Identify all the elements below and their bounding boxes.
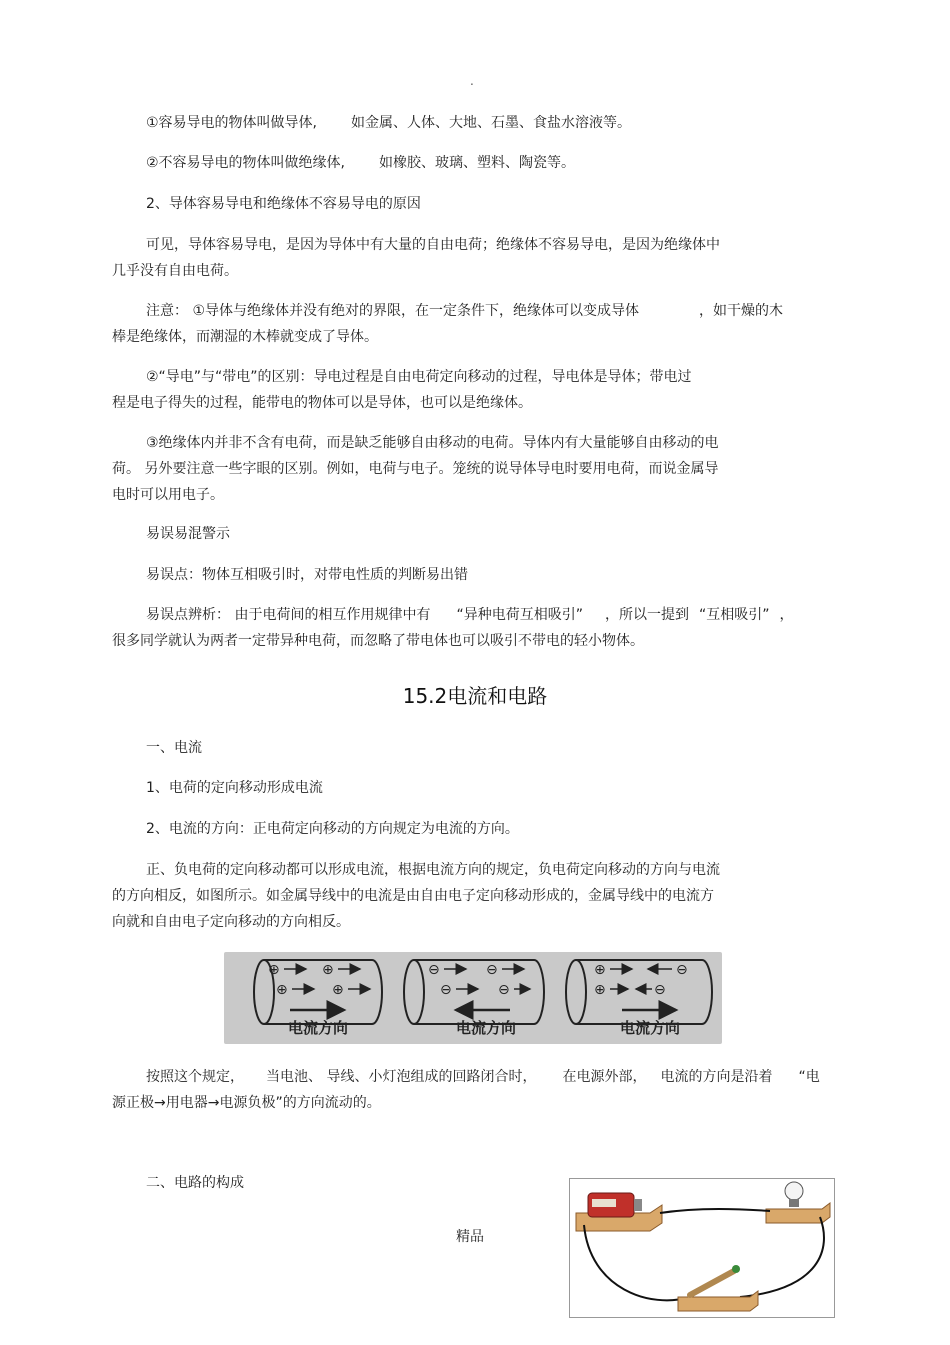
light-bulb-icon [785, 1182, 803, 1207]
paragraph-difference-line2: 程是电子得失的过程，能带电的物体可以是导体，也可以是绝缘体。 [112, 395, 532, 411]
note-text-a: 注意： ①导体与绝缘体并没有绝对的界限，在一定条件下，绝缘体可以变成导体 [146, 303, 639, 319]
tube-positive [254, 960, 382, 1037]
paragraph-note-line2: 棒是绝缘体，而潮湿的木棒就变成了导体。 [112, 329, 378, 345]
paragraph-note-line1 [146, 298, 783, 324]
circuit-illustration [569, 1178, 835, 1318]
paragraph-insulator [146, 150, 575, 176]
insulator-examples: 如橡胶、玻璃、塑料、陶瓷等。 [379, 155, 576, 171]
conductor-examples: 如金属、人体、大地、石墨、食盐水溶液等。 [351, 115, 632, 131]
section-current-heading: 一、电流 [146, 740, 202, 756]
analysis-text-e: ， [779, 607, 794, 623]
paragraph-analysis-line2: 很多同学就认为两者一定带异种电荷，而忽略了带电体也可以吸引不带电的轻小物体。 [112, 633, 644, 649]
convention-text-d: 电流的方向是沿着 [660, 1069, 773, 1085]
switch [678, 1265, 758, 1311]
current-direction-label-1: 电流方向 [288, 1019, 349, 1037]
subheading-reason: 2、导体容易导电和绝缘体不容易导电的原因 [146, 196, 421, 212]
paragraph-convention-line1 [146, 1064, 820, 1090]
plus-charge: ⊕ [332, 982, 344, 998]
paragraph-direction-line3: 向就和自由电子定向移动的方向相反。 [112, 914, 350, 930]
paragraph-error-point: 易误点：物体互相吸引时，对带电性质的判断易出错 [146, 567, 468, 583]
minus-charge: ⊖ [428, 962, 440, 978]
minus-charge: ⊖ [676, 962, 688, 978]
paragraph-direction-line2: 的方向相反，如图所示。如金属导线中的电流是由自由电子定向移动形成的，金属导线中的电流方 [112, 888, 714, 904]
tube-mixed [566, 960, 712, 1037]
conductor-definition: ①容易导电的物体叫做导体, [146, 115, 318, 131]
paragraph-insulator-charge-line3: 电时可以用电子。 [112, 487, 224, 503]
plus-charge: ⊕ [322, 962, 334, 978]
paragraph-reason-line2: 几乎没有自由电荷。 [112, 263, 238, 279]
minus-charge: ⊖ [498, 982, 510, 998]
current-direction-label-3: 电流方向 [620, 1019, 681, 1037]
convention-text-a: 按照这个规定， [146, 1069, 244, 1085]
plus-charge: ⊕ [276, 982, 288, 998]
convention-text-e: “电 [798, 1069, 820, 1085]
current-direction-figure [224, 952, 722, 1044]
analysis-text-c: ，所以一提到 [604, 607, 689, 623]
minus-charge: ⊖ [486, 962, 498, 978]
section-title: 15.2电流和电路 [402, 684, 548, 708]
plus-charge: ⊕ [594, 962, 606, 978]
plus-charge: ⊕ [268, 962, 280, 978]
footer-label: 精品 [456, 1229, 484, 1245]
analysis-quote-2: “互相吸引” [698, 607, 770, 623]
minus-charge: ⊖ [440, 982, 452, 998]
minus-charge: ⊖ [654, 982, 666, 998]
section-circuit-heading: 二、电路的构成 [146, 1175, 244, 1191]
paragraph-reason-line1: 可见，导体容易导电，是因为导体中有大量的自由电荷；绝缘体不容易导电，是因为绝缘体中 [146, 237, 720, 253]
insulator-definition: ②不容易导电的物体叫做绝缘体, [146, 155, 346, 171]
paragraph-difference-line1: ②“导电”与“带电”的区别：导电过程是自由电荷定向移动的过程，导电体是导体；带电过 [146, 369, 692, 385]
analysis-quote-1: “异种电荷互相吸引” [456, 607, 583, 623]
analysis-text-a: 易误点辨析： 由于电荷间的相互作用规律中有 [146, 607, 431, 623]
paragraph-conductor [146, 110, 631, 136]
paragraph-analysis-line1 [146, 602, 793, 628]
paragraph-insulator-charge-line1: ③绝缘体内并非不含有电荷，而是缺乏能够自由移动的电荷。导体内有大量能够自由移动的电 [146, 435, 719, 451]
convention-text-c: 在电源外部， [562, 1069, 647, 1085]
current-direction-label-2: 电流方向 [456, 1019, 517, 1037]
battery [588, 1193, 642, 1217]
section-current-item1: 1、电荷的定向移动形成电流 [146, 780, 323, 796]
header-dot: . [470, 74, 474, 88]
convention-text-b: 当电池、 导线、小灯泡组成的回路闭合时， [266, 1069, 537, 1085]
subheading-warning: 易误易混警示 [146, 526, 230, 542]
note-text-b: ，如干燥的木 [699, 303, 783, 319]
paragraph-insulator-charge-line2: 荷。 另外要注意一些字眼的区别。例如，电荷与电子。笼统的说导体导电时要用电荷，而说金属导 [112, 461, 719, 477]
section-current-item2: 2、电流的方向：正电荷定向移动的方向规定为电流的方向。 [146, 821, 519, 837]
paragraph-convention-line2: 源正极→用电器→电源负极”的方向流动的。 [112, 1095, 381, 1111]
paragraph-direction-line1: 正、负电荷的定向移动都可以形成电流，根据电流方向的规定，负电荷定向移动的方向与电流 [146, 862, 720, 878]
plus-charge: ⊕ [594, 982, 606, 998]
tube-negative [404, 960, 544, 1037]
